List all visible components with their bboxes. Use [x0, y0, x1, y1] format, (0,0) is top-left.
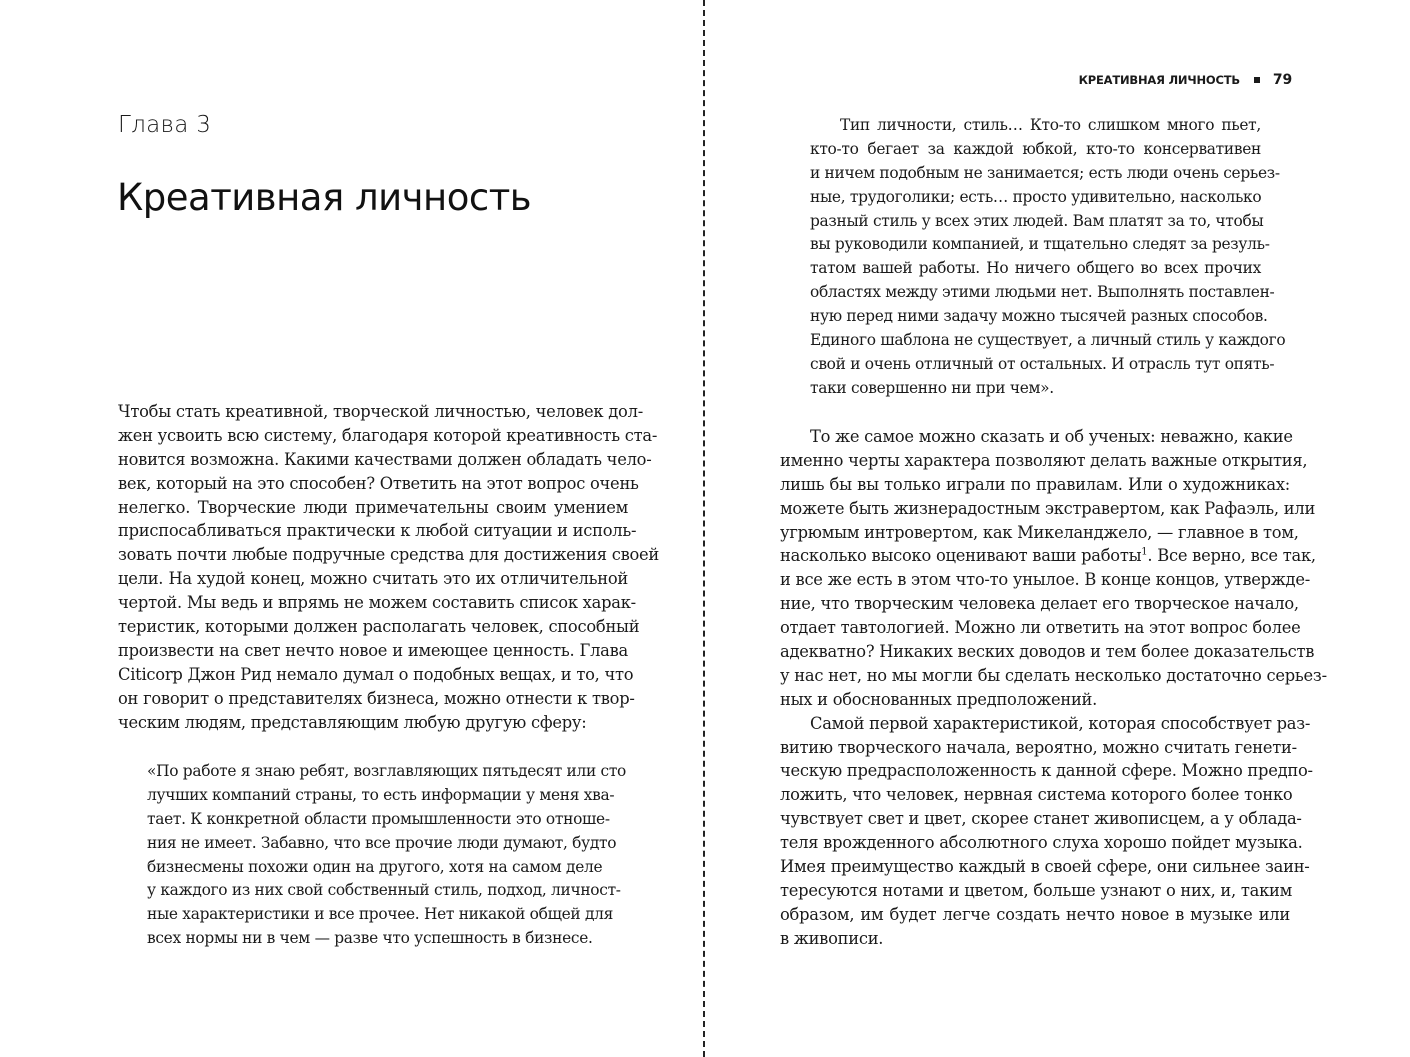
text-line: адекватно? Никаких веских доводов и тем более доказательств	[780, 642, 1315, 662]
quote-line: у каждого из них свой собственный стиль, подход, личност-	[147, 881, 621, 900]
running-title: КРЕАТИВНАЯ ЛИЧНОСТЬ	[1078, 73, 1240, 87]
quote-line: всех нормы ни в чем — разве что успешность в бизнесе.	[147, 929, 593, 948]
quote-line: таки совершенно ни при чем».	[810, 378, 1054, 397]
text-segment: . Все верно, все так,	[1147, 546, 1316, 566]
footnote-reference: 1	[1141, 547, 1148, 559]
text-line: Самой первой характеристикой, которая способствует раз-	[810, 713, 1311, 733]
left-body-text	[118, 400, 660, 734]
left-page	[0, 0, 704, 1057]
text-line: произвести на свет нечто новое и имеющее ценность. Глава	[118, 640, 628, 660]
running-header	[1079, 72, 1292, 88]
square-bullet-icon	[1254, 77, 1260, 83]
text-line: То же самое можно сказать и об ученых: неважно, какие	[810, 427, 1293, 446]
page-gutter-divider	[703, 0, 705, 1057]
quote-line: ные характеристики и все прочее. Нет никакой общей для	[147, 905, 614, 924]
quote-line: лучших компаний страны, то есть информации у меня хва-	[147, 785, 615, 804]
text-line: век, который на это способен? Ответить на этот вопрос очень	[118, 473, 639, 493]
chapter-title: Креативная личность	[117, 176, 532, 219]
text-line-with-footnote	[780, 544, 1316, 568]
text-line: у нас нет, но мы могли бы сделать несколько достаточно серьез-	[780, 665, 1327, 685]
text-line: ческую предрасположенность к данной сфере. Можно предпо-	[780, 761, 1313, 781]
page-number: 79	[1272, 72, 1292, 88]
text-line: витию творческого начала, вероятно, можно считать генети-	[780, 737, 1297, 757]
text-line: отдает тавтологией. Можно ли ответить на этот вопрос более	[780, 618, 1301, 638]
text-segment: насколько высоко оценивают ваши работы	[780, 546, 1142, 566]
text-line: зовать почти любые подручные средства для достижения своей	[118, 545, 660, 565]
right-quote-block	[810, 114, 1286, 401]
text-line: чертой. Мы ведь и впрямь не можем составить список харак-	[118, 593, 636, 613]
text-line: тересуются нотами и цветом, больше узнают о них, и, таким	[780, 880, 1293, 900]
text-line: теля врожденного абсолютного слуха хорошо пойдет музыка.	[780, 833, 1303, 853]
quote-line: разный стиль у всех этих людей. Вам платят за то, чтобы	[810, 211, 1264, 230]
quote-line: ния не имеет. Забавно, что все прочие люди думают, будто	[147, 833, 617, 852]
quote-line: бизнесмены похожи один на другого, хотя на самом деле	[147, 857, 603, 876]
quote-line: татом вашей работы. Но ничего общего во всех прочих	[810, 259, 1261, 278]
text-line: приспосабливаться практически к любой ситуации и исполь-	[118, 521, 637, 541]
text-line: и все же есть в этом что-то унылое. В конце концов, утвержде-	[780, 570, 1310, 590]
quote-line: тает. К конкретной области промышленности это отноше-	[147, 809, 610, 828]
quote-line: вы руководили компанией, и тщательно следят за резуль-	[810, 235, 1270, 254]
text-line: цели. На худой конец, можно считать это их отличительной	[118, 569, 628, 589]
text-line: он говорит о представителях бизнеса, можно отнести к твор-	[118, 688, 635, 708]
quote-line: областях между этими людьми нет. Выполнять поставлен-	[810, 283, 1275, 302]
text-line: лишь бы вы только играли по правилам. Или о художниках:	[780, 474, 1290, 494]
right-page	[706, 0, 1410, 1057]
quote-line: свой и очень отличный от остальных. И отрасль тут опять-	[810, 354, 1275, 373]
quote-line: Единого шаблона не существует, а личный стиль у каждого	[810, 331, 1286, 350]
chapter-label: Глава 3	[118, 112, 212, 138]
quote-line: ные, трудоголики; есть… просто удивительно, насколько	[810, 187, 1262, 206]
text-line: жен усвоить всю систему, благодаря которой креативность ста-	[118, 425, 658, 445]
text-line: нелегко. Творческие люди примечательны своим умением	[118, 497, 628, 517]
text-line: чувствует свет и цвет, скорее станет живописцем, а у облада-	[780, 809, 1302, 829]
quote-line: и ничем подобным не занимается; есть люди очень серьез-	[810, 163, 1280, 182]
text-line: ложить, что человек, нервная система которого более тонко	[780, 785, 1293, 805]
text-line: теристик, которыми должен располагать человек, способный	[118, 617, 640, 637]
text-line: ческим людям, представляющим любую другую сферу:	[118, 712, 587, 732]
text-line: угрюмым интровертом, как Микеланджело, — главное в том,	[780, 522, 1299, 542]
text-line: Чтобы стать креативной, творческой личностью, человек дол-	[118, 402, 643, 421]
text-line: Citicorp Джон Рид немало думал о подобных вещах, и то, что	[118, 664, 634, 684]
text-line: новится возможна. Какими качествами должен обладать чело-	[118, 449, 652, 469]
text-line: можете быть жизнерадостным экстравертом, как Рафаэль, или	[780, 498, 1316, 518]
quote-line: ную перед ними задачу можно тысячей разных способов.	[810, 307, 1268, 326]
text-line: именно черты характера позволяют делать важные открытия,	[780, 450, 1308, 470]
left-quote-block	[147, 760, 627, 951]
quote-line: Тип личности, стиль… Кто-то слишком много пьет,	[840, 116, 1261, 134]
text-line: ных и обоснованных предположений.	[780, 689, 1098, 709]
text-line: Имея преимущество каждый в своей сфере, они сильнее заин-	[780, 857, 1310, 877]
text-line: образом, им будет легче создать нечто новое в музыке или	[780, 904, 1290, 924]
text-line: ние, что творческим человека делает его творческое начало,	[780, 594, 1299, 614]
quote-line: «По работе я знаю ребят, возглавляющих пятьдесят или сто	[147, 762, 627, 780]
text-line: в живописи.	[780, 928, 884, 948]
right-body-text	[780, 425, 1327, 951]
quote-line: кто-то бегает за каждой юбкой, кто-то консервативен	[810, 139, 1261, 158]
